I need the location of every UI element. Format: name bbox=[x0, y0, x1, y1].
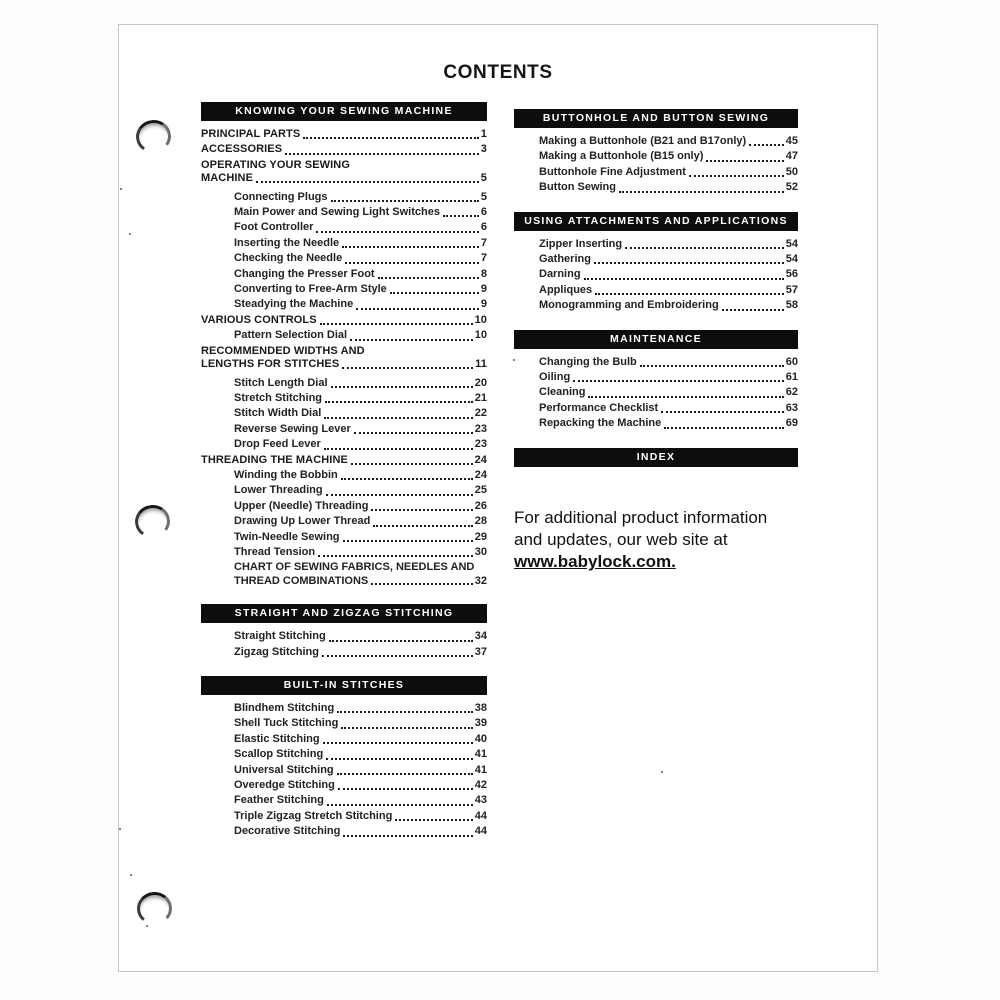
entry-line bbox=[201, 172, 487, 185]
page-number: 54 bbox=[785, 237, 798, 250]
scan-speck bbox=[661, 771, 663, 773]
entry-line bbox=[201, 358, 487, 371]
entry-label: Buttonhole Fine Adjustment bbox=[539, 165, 686, 178]
toc-entry bbox=[201, 344, 487, 372]
toc-entry bbox=[201, 282, 487, 297]
page-number: 23 bbox=[474, 438, 487, 451]
dot-leader bbox=[318, 555, 473, 557]
entry-line bbox=[234, 483, 487, 498]
page-number: 69 bbox=[785, 417, 798, 430]
section-header-bar: KNOWING YOUR SEWING MACHINE bbox=[201, 102, 487, 121]
toc-entry bbox=[201, 267, 487, 282]
entry-label: Winding the Bobbin bbox=[234, 468, 338, 481]
dot-leader bbox=[378, 277, 479, 279]
entry-label: Thread Tension bbox=[234, 545, 316, 558]
entry-line bbox=[539, 180, 798, 195]
entry-line bbox=[201, 127, 487, 142]
entry-label: Inserting the Needle bbox=[234, 236, 340, 249]
dot-leader bbox=[325, 401, 473, 403]
entry-label: CHART OF SEWING FABRICS, NEEDLES AND bbox=[234, 561, 475, 574]
toc-column-right bbox=[514, 109, 798, 473]
dot-leader bbox=[625, 247, 784, 249]
entry-label: Stretch Stitching bbox=[234, 391, 323, 404]
entry-line bbox=[201, 453, 487, 468]
dot-leader bbox=[338, 788, 473, 790]
toc-entry bbox=[201, 732, 487, 747]
dot-leader bbox=[594, 262, 784, 264]
page-number: 57 bbox=[785, 283, 798, 296]
page-number: 45 bbox=[785, 135, 798, 147]
section-header-bar: INDEX bbox=[514, 448, 798, 467]
entry-label: Drawing Up Lower Thread bbox=[234, 515, 371, 528]
dot-leader bbox=[356, 308, 479, 310]
page-number: 11 bbox=[475, 358, 487, 371]
scan-speck bbox=[130, 874, 132, 876]
entry-line bbox=[234, 468, 487, 483]
entry-label: Foot Controller bbox=[234, 221, 314, 234]
entry-label: Appliques bbox=[539, 283, 593, 296]
dot-leader bbox=[342, 367, 473, 369]
entry-line bbox=[539, 401, 798, 416]
entry-line bbox=[234, 575, 487, 588]
hole-punch-icon bbox=[136, 891, 173, 926]
dot-leader bbox=[573, 380, 784, 382]
dot-leader bbox=[619, 191, 784, 193]
entry-label: Making a Buttonhole (B15 only) bbox=[539, 150, 704, 163]
entry-label: VARIOUS CONTROLS bbox=[201, 313, 317, 326]
entry-line bbox=[234, 514, 487, 529]
entry-line bbox=[539, 237, 798, 252]
entry-line bbox=[539, 298, 798, 313]
toc-entry bbox=[514, 416, 798, 431]
scan-speck bbox=[129, 233, 131, 235]
toc-entry bbox=[201, 701, 487, 716]
toc-entry bbox=[201, 763, 487, 778]
entry-label: Straight Stitching bbox=[234, 630, 326, 643]
entry-label: Steadying the Machine bbox=[234, 298, 354, 311]
toc-entry bbox=[514, 385, 798, 400]
entry-line bbox=[234, 236, 487, 251]
page-number: 9 bbox=[480, 283, 487, 296]
dot-leader bbox=[354, 432, 473, 434]
entry-label: Making a Buttonhole (B21 and B17only) bbox=[539, 135, 747, 147]
entry-line bbox=[234, 282, 487, 297]
toc-entry bbox=[201, 328, 487, 343]
toc-entry bbox=[201, 629, 487, 644]
dot-leader bbox=[664, 427, 783, 429]
toc-entry bbox=[201, 453, 487, 468]
dot-leader bbox=[749, 144, 784, 146]
entry-line bbox=[234, 701, 487, 716]
dot-leader bbox=[371, 583, 473, 585]
entry-line bbox=[234, 545, 487, 560]
page-number: 41 bbox=[474, 763, 487, 776]
entry-line bbox=[539, 149, 798, 164]
entry-line bbox=[539, 283, 798, 298]
product-info-note bbox=[514, 507, 799, 573]
note-line: For additional product information bbox=[514, 508, 768, 527]
page-number: 34 bbox=[474, 630, 487, 643]
entry-label: MACHINE bbox=[201, 172, 254, 185]
toc-entry bbox=[201, 142, 487, 157]
toc-entry bbox=[201, 645, 487, 660]
page-number: 8 bbox=[480, 267, 487, 280]
section-header-bar: STRAIGHT AND ZIGZAG STITCHING bbox=[201, 604, 487, 623]
toc-entry bbox=[201, 778, 487, 793]
page-number: 44 bbox=[474, 825, 487, 838]
dot-leader bbox=[351, 463, 473, 465]
page-number: 9 bbox=[480, 298, 487, 311]
entry-label: Gathering bbox=[539, 253, 591, 266]
toc-entry bbox=[201, 560, 487, 588]
dot-leader bbox=[689, 175, 784, 177]
entry-line bbox=[201, 313, 487, 328]
entry-line bbox=[234, 422, 487, 437]
page-number: 24 bbox=[474, 468, 487, 481]
toc-entry bbox=[201, 483, 487, 498]
dot-leader bbox=[326, 494, 473, 496]
dot-leader bbox=[316, 231, 478, 233]
toc-entry bbox=[201, 127, 487, 142]
entry-line bbox=[234, 793, 487, 808]
dot-leader bbox=[337, 773, 473, 775]
toc-entry bbox=[514, 370, 798, 385]
section-header-bar: BUTTONHOLE AND BUTTON SEWING bbox=[514, 109, 798, 128]
entry-label: Lower Threading bbox=[234, 484, 323, 497]
toc-entry bbox=[201, 468, 487, 483]
toc-entry bbox=[201, 809, 487, 824]
entry-line bbox=[234, 328, 487, 343]
dot-leader bbox=[323, 742, 473, 744]
toc-entry bbox=[201, 205, 487, 220]
entry-label: Universal Stitching bbox=[234, 763, 334, 776]
entry-label: Converting to Free-Arm Style bbox=[234, 283, 387, 296]
toc-entry bbox=[514, 401, 798, 416]
toc-entry bbox=[514, 252, 798, 267]
page-number: 43 bbox=[474, 794, 487, 807]
dot-leader bbox=[343, 540, 473, 542]
entry-label: Zipper Inserting bbox=[539, 237, 623, 250]
dot-leader bbox=[327, 804, 473, 806]
toc-entry bbox=[201, 236, 487, 251]
section-header-bar: USING ATTACHMENTS AND APPLICATIONS bbox=[514, 212, 798, 231]
dot-leader bbox=[341, 478, 473, 480]
entry-label: Cleaning bbox=[539, 386, 586, 399]
entry-line bbox=[539, 355, 798, 370]
section-header-bar: BUILT-IN STITCHES bbox=[201, 676, 487, 695]
page-number: 40 bbox=[474, 732, 487, 745]
entry-line bbox=[234, 824, 487, 839]
toc-entry bbox=[514, 180, 798, 195]
toc-entry bbox=[201, 190, 487, 205]
scan-speck bbox=[119, 828, 121, 830]
dot-leader bbox=[661, 411, 784, 413]
page-number: 3 bbox=[480, 143, 487, 156]
page-number: 56 bbox=[785, 268, 798, 281]
entry-line bbox=[234, 437, 487, 452]
entry-label: THREADING THE MACHINE bbox=[201, 453, 348, 466]
entry-line bbox=[539, 252, 798, 267]
entry-line bbox=[234, 778, 487, 793]
dot-leader bbox=[337, 711, 473, 713]
dot-leader bbox=[373, 525, 472, 527]
note-line: and updates, our web site at bbox=[514, 530, 728, 549]
page-number: 42 bbox=[474, 779, 487, 792]
entry-line bbox=[234, 629, 487, 644]
entry-label: Button Sewing bbox=[539, 181, 616, 194]
page-number: 1 bbox=[480, 128, 487, 140]
entry-label: Changing the Bulb bbox=[539, 355, 637, 368]
entry-line bbox=[539, 134, 798, 149]
entry-line bbox=[539, 385, 798, 400]
toc-entry bbox=[201, 716, 487, 731]
website-link: www.babylock.com. bbox=[514, 552, 676, 571]
toc-entry bbox=[201, 545, 487, 560]
dot-leader bbox=[722, 309, 784, 311]
entry-label: RECOMMENDED WIDTHS AND bbox=[201, 344, 365, 357]
entry-line bbox=[539, 165, 798, 180]
scan-speck bbox=[146, 925, 148, 927]
entry-label: LENGTHS FOR STITCHES bbox=[201, 358, 340, 371]
entry-line bbox=[234, 406, 487, 421]
page-number: 25 bbox=[474, 484, 487, 497]
page-number: 32 bbox=[474, 574, 487, 587]
section-header-bar: MAINTENANCE bbox=[514, 330, 798, 349]
toc-entry bbox=[514, 165, 798, 180]
page-number: 5 bbox=[480, 172, 487, 185]
entry-line bbox=[234, 499, 487, 514]
page-number: 28 bbox=[474, 515, 487, 528]
entry-line bbox=[234, 716, 487, 731]
page-number: 52 bbox=[785, 181, 798, 194]
dot-leader bbox=[343, 835, 472, 837]
entry-line bbox=[234, 809, 487, 824]
entry-label: Drop Feed Lever bbox=[234, 438, 321, 451]
toc-column-left bbox=[201, 102, 487, 840]
page-number: 50 bbox=[785, 165, 798, 178]
page-number: 47 bbox=[785, 150, 798, 163]
page-number: 39 bbox=[474, 717, 487, 730]
toc-entry bbox=[201, 220, 487, 235]
dot-leader bbox=[256, 181, 479, 183]
dot-leader bbox=[303, 137, 478, 139]
dot-leader bbox=[443, 215, 479, 217]
page-number: 6 bbox=[480, 206, 487, 219]
page-number: 7 bbox=[480, 236, 487, 249]
dot-leader bbox=[350, 339, 473, 341]
entry-label: Triple Zigzag Stretch Stitching bbox=[234, 809, 393, 822]
toc-entry bbox=[201, 391, 487, 406]
entry-line bbox=[539, 267, 798, 282]
entry-label: Monogramming and Embroidering bbox=[539, 299, 719, 312]
dot-leader bbox=[390, 292, 479, 294]
dot-leader bbox=[371, 509, 472, 511]
hole-punch-icon bbox=[132, 502, 172, 541]
page-number: 61 bbox=[785, 371, 798, 384]
toc-entry bbox=[201, 422, 487, 437]
page-number: 21 bbox=[474, 391, 487, 404]
page-number: 30 bbox=[474, 545, 487, 558]
entry-line bbox=[234, 391, 487, 406]
toc-entry bbox=[514, 267, 798, 282]
scan-speck bbox=[120, 188, 122, 190]
entry-label: Shell Tuck Stitching bbox=[234, 717, 339, 730]
entry-line bbox=[234, 732, 487, 747]
entry-label: Scallop Stitching bbox=[234, 748, 324, 761]
page-number: 62 bbox=[785, 386, 798, 399]
entry-label: Performance Checklist bbox=[539, 401, 659, 414]
toc-entry bbox=[201, 297, 487, 312]
entry-label: Overedge Stitching bbox=[234, 779, 335, 792]
entry-label: Blindhem Stitching bbox=[234, 702, 335, 714]
dot-leader bbox=[706, 160, 783, 162]
entry-line bbox=[234, 530, 487, 545]
page-number: 44 bbox=[474, 809, 487, 822]
entry-label: Upper (Needle) Threading bbox=[234, 499, 369, 512]
page-number: 10 bbox=[474, 313, 487, 326]
entry-line bbox=[234, 645, 487, 660]
entry-label: Twin-Needle Sewing bbox=[234, 530, 340, 543]
toc-entry bbox=[201, 793, 487, 808]
entry-line bbox=[234, 220, 487, 235]
entry-label: Oiling bbox=[539, 371, 571, 384]
entry-label: THREAD COMBINATIONS bbox=[234, 574, 369, 587]
entry-label: Zigzag Stitching bbox=[234, 645, 319, 658]
page-number: 5 bbox=[480, 190, 487, 203]
entry-line bbox=[234, 251, 487, 266]
page-number: 24 bbox=[474, 453, 487, 466]
page-number: 6 bbox=[480, 221, 487, 234]
dot-leader bbox=[329, 640, 473, 642]
entry-label: Stitch Width Dial bbox=[234, 407, 322, 420]
toc-entry bbox=[514, 134, 798, 149]
page-number: 37 bbox=[474, 645, 487, 658]
entry-line bbox=[539, 370, 798, 385]
page-number: 41 bbox=[474, 748, 487, 761]
entry-line bbox=[201, 142, 487, 157]
dot-leader bbox=[320, 323, 473, 325]
toc-entry bbox=[514, 149, 798, 164]
page-number: 7 bbox=[480, 252, 487, 265]
entry-label: OPERATING YOUR SEWING bbox=[201, 158, 350, 171]
toc-entry bbox=[514, 355, 798, 370]
page-number: 54 bbox=[785, 253, 798, 266]
dot-leader bbox=[331, 200, 479, 202]
dot-leader bbox=[588, 396, 783, 398]
dot-leader bbox=[324, 448, 473, 450]
page-number: 22 bbox=[474, 407, 487, 420]
entry-line bbox=[234, 267, 487, 282]
dot-leader bbox=[345, 262, 479, 264]
entry-line bbox=[234, 297, 487, 312]
entry-label: Stitch Length Dial bbox=[234, 376, 328, 389]
entry-line bbox=[539, 416, 798, 431]
dot-leader bbox=[640, 365, 784, 367]
entry-line bbox=[234, 205, 487, 220]
dot-leader bbox=[342, 246, 479, 248]
entry-label: Pattern Selection Dial bbox=[234, 329, 348, 342]
entry-label: ACCESSORIES bbox=[201, 143, 283, 156]
page-number: 10 bbox=[474, 329, 487, 342]
entry-label: PRINCIPAL PARTS bbox=[201, 128, 301, 140]
page-number: 38 bbox=[474, 702, 487, 714]
entry-line bbox=[234, 376, 487, 391]
entry-label: Main Power and Sewing Light Switches bbox=[234, 206, 440, 219]
page-number: 20 bbox=[474, 376, 487, 389]
entry-label: Feather Stitching bbox=[234, 794, 324, 807]
dot-leader bbox=[584, 278, 784, 280]
toc-entry bbox=[201, 437, 487, 452]
toc-entry bbox=[514, 237, 798, 252]
dot-leader bbox=[324, 417, 472, 419]
manual-page bbox=[118, 24, 878, 972]
entry-line bbox=[234, 190, 487, 205]
page-title: CONTENTS bbox=[443, 62, 553, 83]
entry-label: Checking the Needle bbox=[234, 252, 343, 265]
dot-leader bbox=[595, 293, 784, 295]
toc-entry bbox=[201, 499, 487, 514]
toc-entry bbox=[514, 298, 798, 313]
dot-leader bbox=[331, 386, 473, 388]
page-number: 23 bbox=[474, 422, 487, 435]
dot-leader bbox=[322, 655, 473, 657]
entry-label: Repacking the Machine bbox=[539, 417, 662, 430]
hole-punch-icon bbox=[133, 117, 173, 156]
entry-label: Elastic Stitching bbox=[234, 732, 320, 745]
entry-label: Changing the Presser Foot bbox=[234, 267, 375, 280]
page-number: 60 bbox=[785, 355, 798, 368]
toc-entry bbox=[201, 406, 487, 421]
entry-label: Connecting Plugs bbox=[234, 190, 328, 203]
toc-entry bbox=[201, 824, 487, 839]
page-number: 63 bbox=[785, 401, 798, 414]
entry-line bbox=[234, 763, 487, 778]
page-number: 26 bbox=[474, 499, 487, 512]
entry-label: Decorative Stitching bbox=[234, 825, 341, 838]
dot-leader bbox=[285, 153, 479, 155]
dot-leader bbox=[395, 819, 472, 821]
entry-label: Reverse Sewing Lever bbox=[234, 422, 351, 435]
page-number: 29 bbox=[474, 530, 487, 543]
toc-entry bbox=[201, 313, 487, 328]
dot-leader bbox=[326, 758, 473, 760]
entry-line bbox=[234, 747, 487, 762]
toc-entry bbox=[201, 158, 487, 186]
toc-entry bbox=[514, 283, 798, 298]
toc-entry bbox=[201, 747, 487, 762]
toc-entry bbox=[201, 530, 487, 545]
dot-leader bbox=[341, 727, 472, 729]
page-number: 58 bbox=[785, 299, 798, 312]
toc-entry bbox=[201, 376, 487, 391]
toc-entry bbox=[201, 514, 487, 529]
entry-label: Darning bbox=[539, 268, 581, 281]
toc-entry bbox=[201, 251, 487, 266]
